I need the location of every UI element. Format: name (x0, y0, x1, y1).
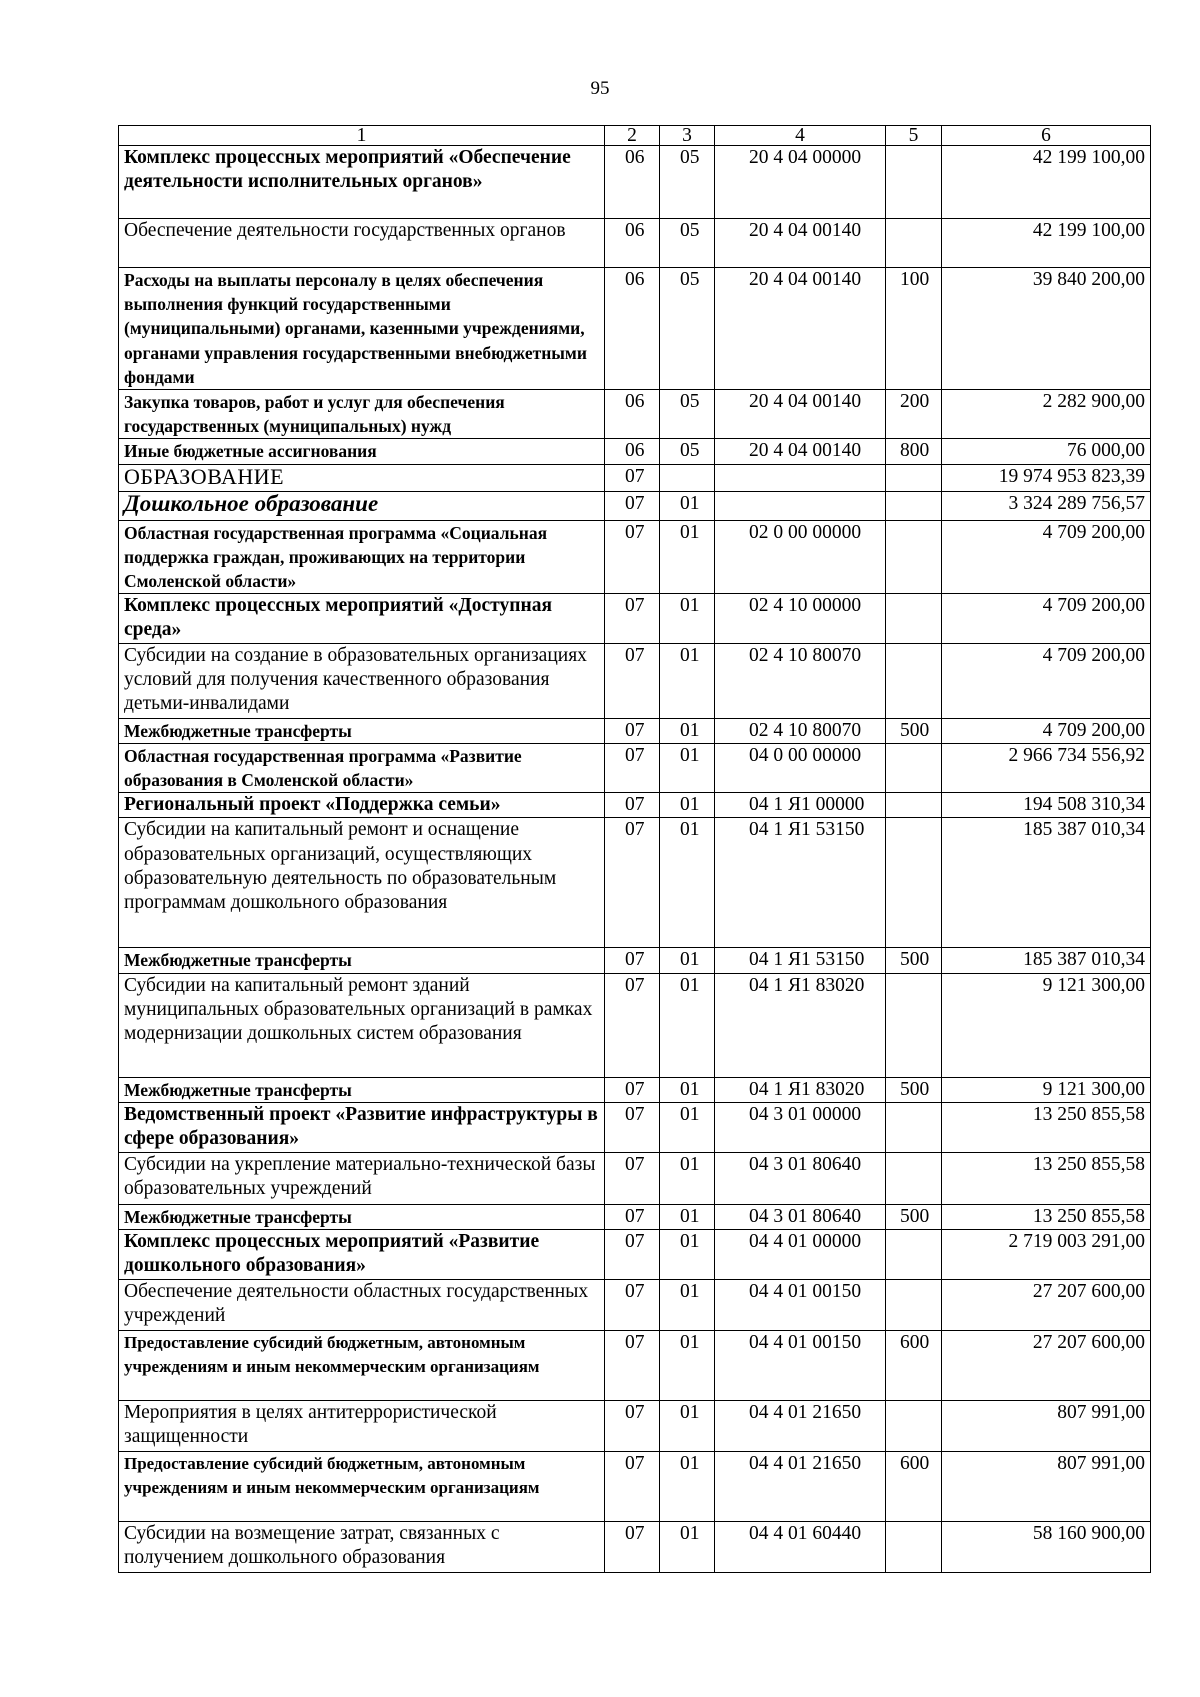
expense-type-cell (886, 464, 942, 491)
row-name-cell: Иные бюджетные ассигнования (119, 439, 605, 464)
amount-cell: 13 250 855,58 (942, 1102, 1151, 1152)
target-article-cell: 04 4 01 21650 (715, 1401, 886, 1452)
amount-cell: 19 974 953 823,39 (942, 464, 1151, 491)
subsection-code-cell: 01 (660, 718, 715, 743)
target-article-cell: 20 4 04 00140 (715, 390, 886, 439)
expense-type-cell: 500 (886, 1077, 942, 1102)
amount-cell: 42 199 100,00 (942, 146, 1151, 219)
row-name-cell: Ведомственный проект «Развитие инфраструктуры в сфере образования» (119, 1102, 605, 1152)
amount-cell: 4 709 200,00 (942, 643, 1151, 718)
subsection-code-cell (660, 464, 715, 491)
row-name-cell: Субсидии на капитальный ремонт зданий муниципальных образовательных организаций в рамках модернизации дошкольных систем образования (119, 973, 605, 1077)
target-article-cell: 04 1 Я1 00000 (715, 793, 886, 818)
target-article-cell: 04 4 01 60440 (715, 1522, 886, 1573)
table-row (119, 1280, 1151, 1331)
expense-type-cell: 100 (886, 268, 942, 390)
row-name-cell: Расходы на выплаты персоналу в целях обеспечения выполнения функций государственными (муниципальными) органами, казенными учреждениями, органами управления государственными внебюджетными фондами (119, 268, 605, 390)
amount-cell: 807 991,00 (942, 1452, 1151, 1522)
target-article-cell: 04 4 01 00000 (715, 1230, 886, 1280)
subsection-code-cell: 01 (660, 1102, 715, 1152)
expense-type-cell: 600 (886, 1452, 942, 1522)
subsection-code-cell: 01 (660, 1452, 715, 1522)
section-code-cell: 06 (605, 439, 660, 464)
amount-cell: 13 250 855,58 (942, 1152, 1151, 1204)
expense-type-cell: 600 (886, 1331, 942, 1401)
section-code-cell: 07 (605, 1204, 660, 1229)
table-row (119, 743, 1151, 792)
amount-cell: 194 508 310,34 (942, 793, 1151, 818)
table-row (119, 1452, 1151, 1522)
subsection-code-cell: 01 (660, 1077, 715, 1102)
section-code-cell: 07 (605, 464, 660, 491)
section-code-cell: 07 (605, 1401, 660, 1452)
expense-type-cell (886, 1522, 942, 1573)
target-article-cell (715, 491, 886, 520)
target-article-cell: 20 4 04 00140 (715, 268, 886, 390)
target-article-cell: 04 0 00 00000 (715, 743, 886, 792)
header-cell: 3 (660, 126, 715, 146)
amount-cell: 4 709 200,00 (942, 594, 1151, 643)
section-code-cell: 07 (605, 594, 660, 643)
amount-cell: 2 719 003 291,00 (942, 1230, 1151, 1280)
amount-cell: 185 387 010,34 (942, 948, 1151, 973)
subsection-code-cell: 01 (660, 1522, 715, 1573)
target-article-cell: 02 4 10 80070 (715, 718, 886, 743)
section-code-cell: 07 (605, 718, 660, 743)
expense-type-cell (886, 1152, 942, 1204)
table-row (119, 1102, 1151, 1152)
table-row (119, 818, 1151, 948)
table-row (119, 643, 1151, 718)
subsection-code-cell: 01 (660, 491, 715, 520)
row-name-cell: Субсидии на возмещение затрат, связанных с получением дошкольного образования (119, 1522, 605, 1573)
subsection-code-cell: 01 (660, 818, 715, 948)
amount-cell: 9 121 300,00 (942, 1077, 1151, 1102)
target-article-cell: 04 4 01 00150 (715, 1331, 886, 1401)
header-cell: 1 (119, 126, 605, 146)
amount-cell: 4 709 200,00 (942, 718, 1151, 743)
target-article-cell: 02 0 00 00000 (715, 520, 886, 594)
section-code-cell: 07 (605, 1077, 660, 1102)
table-row (119, 718, 1151, 743)
row-name-cell: Субсидии на капитальный ремонт и оснащение образовательных организаций, осуществляющих образовательную деятельность по образовательным программам дошкольного образования (119, 818, 605, 948)
section-code-cell: 07 (605, 818, 660, 948)
row-name-cell: Мероприятия в целях антитеррористической защищенности (119, 1401, 605, 1452)
subsection-code-cell: 01 (660, 1280, 715, 1331)
target-article-cell: 20 4 04 00140 (715, 219, 886, 268)
subsection-code-cell: 05 (660, 439, 715, 464)
row-name-cell: Обеспечение деятельности государственных органов (119, 219, 605, 268)
section-code-cell: 06 (605, 146, 660, 219)
row-name-cell: Субсидии на создание в образовательных организациях условий для получения качественного образования детьми-инвалидами (119, 643, 605, 718)
section-code-cell: 07 (605, 743, 660, 792)
header-row (119, 126, 1151, 146)
table-row (119, 1230, 1151, 1280)
section-code-cell: 07 (605, 1331, 660, 1401)
section-code-cell: 06 (605, 219, 660, 268)
subsection-code-cell: 01 (660, 1204, 715, 1229)
expense-type-cell (886, 219, 942, 268)
row-name-cell: Закупка товаров, работ и услуг для обеспечения государственных (муниципальных) нужд (119, 390, 605, 439)
expense-type-cell (886, 146, 942, 219)
expense-type-cell: 500 (886, 948, 942, 973)
expense-type-cell: 500 (886, 718, 942, 743)
target-article-cell: 04 4 01 21650 (715, 1452, 886, 1522)
row-name-cell: Межбюджетные трансферты (119, 948, 605, 973)
amount-cell: 807 991,00 (942, 1401, 1151, 1452)
amount-cell: 58 160 900,00 (942, 1522, 1151, 1573)
table-row (119, 948, 1151, 973)
row-name-cell: Комплекс процессных мероприятий «Обеспечение деятельности исполнительных органов» (119, 146, 605, 219)
expense-type-cell: 200 (886, 390, 942, 439)
section-code-cell: 07 (605, 1522, 660, 1573)
subsection-code-cell: 01 (660, 1331, 715, 1401)
expense-type-cell (886, 743, 942, 792)
target-article-cell: 04 1 Я1 83020 (715, 1077, 886, 1102)
target-article-cell: 04 1 Я1 53150 (715, 818, 886, 948)
target-article-cell: 02 4 10 80070 (715, 643, 886, 718)
subsection-code-cell: 05 (660, 146, 715, 219)
row-name-cell: Региональный проект «Поддержка семьи» (119, 793, 605, 818)
section-code-cell: 07 (605, 1452, 660, 1522)
header-cell: 2 (605, 126, 660, 146)
row-name-cell: Областная государственная программа «Развитие образования в Смоленской области» (119, 743, 605, 792)
amount-cell: 9 121 300,00 (942, 973, 1151, 1077)
amount-cell: 27 207 600,00 (942, 1331, 1151, 1401)
target-article-cell: 02 4 10 00000 (715, 594, 886, 643)
section-code-cell: 06 (605, 390, 660, 439)
row-name-cell: Межбюджетные трансферты (119, 1077, 605, 1102)
table-row (119, 146, 1151, 219)
amount-cell: 3 324 289 756,57 (942, 491, 1151, 520)
subsection-code-cell: 01 (660, 1230, 715, 1280)
section-code-cell: 07 (605, 520, 660, 594)
table-row (119, 268, 1151, 390)
row-name-cell: Межбюджетные трансферты (119, 718, 605, 743)
subsection-code-cell: 01 (660, 1152, 715, 1204)
amount-cell: 2 966 734 556,92 (942, 743, 1151, 792)
header-cell: 5 (886, 126, 942, 146)
table-row (119, 1331, 1151, 1401)
row-name-cell: Областная государственная программа «Социальная поддержка граждан, проживающих на территории Смоленской области» (119, 520, 605, 594)
header-cell: 6 (942, 126, 1151, 146)
expense-type-cell: 500 (886, 1204, 942, 1229)
section-code-cell: 06 (605, 268, 660, 390)
subsection-code-cell: 01 (660, 743, 715, 792)
amount-cell: 13 250 855,58 (942, 1204, 1151, 1229)
row-name-cell: Комплекс процессных мероприятий «Развитие дошкольного образования» (119, 1230, 605, 1280)
table-row (119, 1077, 1151, 1102)
subsection-code-cell: 01 (660, 520, 715, 594)
table-row (119, 491, 1151, 520)
row-name-cell: Субсидии на укрепление материально-технической базы образовательных учреждений (119, 1152, 605, 1204)
section-code-cell: 07 (605, 643, 660, 718)
table-row (119, 219, 1151, 268)
table-row (119, 793, 1151, 818)
row-name-cell: ОБРАЗОВАНИЕ (119, 464, 605, 491)
target-article-cell: 04 4 01 00150 (715, 1280, 886, 1331)
expense-type-cell (886, 1280, 942, 1331)
expense-type-cell (886, 793, 942, 818)
table-row (119, 1522, 1151, 1573)
subsection-code-cell: 01 (660, 1401, 715, 1452)
table-row (119, 1204, 1151, 1229)
amount-cell: 185 387 010,34 (942, 818, 1151, 948)
subsection-code-cell: 01 (660, 793, 715, 818)
table-row (119, 1401, 1151, 1452)
expense-type-cell (886, 1401, 942, 1452)
section-code-cell: 07 (605, 491, 660, 520)
expense-type-cell: 800 (886, 439, 942, 464)
section-code-cell: 07 (605, 1102, 660, 1152)
section-code-cell: 07 (605, 793, 660, 818)
table-row (119, 973, 1151, 1077)
row-name-cell: Комплекс процессных мероприятий «Доступная среда» (119, 594, 605, 643)
row-name-cell: Предоставление субсидий бюджетным, автономным учреждениям и иным некоммерческим организациям (119, 1331, 605, 1401)
row-name-cell: Дошкольное образование (119, 491, 605, 520)
target-article-cell: 20 4 04 00140 (715, 439, 886, 464)
expense-type-cell (886, 491, 942, 520)
target-article-cell: 20 4 04 00000 (715, 146, 886, 219)
expense-type-cell (886, 643, 942, 718)
section-code-cell: 07 (605, 973, 660, 1077)
expense-type-cell (886, 594, 942, 643)
expense-type-cell (886, 973, 942, 1077)
row-name-cell: Обеспечение деятельности областных государственных учреждений (119, 1280, 605, 1331)
table-row (119, 520, 1151, 594)
subsection-code-cell: 01 (660, 973, 715, 1077)
amount-cell: 76 000,00 (942, 439, 1151, 464)
expense-type-cell (886, 818, 942, 948)
subsection-code-cell: 01 (660, 594, 715, 643)
target-article-cell: 04 3 01 80640 (715, 1152, 886, 1204)
table-row (119, 390, 1151, 439)
target-article-cell: 04 1 Я1 53150 (715, 948, 886, 973)
table-row (119, 1152, 1151, 1204)
row-name-cell: Предоставление субсидий бюджетным, автономным учреждениям и иным некоммерческим организациям (119, 1452, 605, 1522)
subsection-code-cell: 05 (660, 268, 715, 390)
amount-cell: 27 207 600,00 (942, 1280, 1151, 1331)
subsection-code-cell: 05 (660, 390, 715, 439)
section-code-cell: 07 (605, 1230, 660, 1280)
expense-type-cell (886, 1230, 942, 1280)
table-row (119, 439, 1151, 464)
subsection-code-cell: 01 (660, 643, 715, 718)
target-article-cell: 04 3 01 00000 (715, 1102, 886, 1152)
amount-cell: 39 840 200,00 (942, 268, 1151, 390)
section-code-cell: 07 (605, 1280, 660, 1331)
amount-cell: 4 709 200,00 (942, 520, 1151, 594)
target-article-cell: 04 1 Я1 83020 (715, 973, 886, 1077)
page-number: 95 (590, 78, 610, 99)
subsection-code-cell: 01 (660, 948, 715, 973)
section-code-cell: 07 (605, 948, 660, 973)
table-row (119, 594, 1151, 643)
amount-cell: 2 282 900,00 (942, 390, 1151, 439)
header-cell: 4 (715, 126, 886, 146)
expense-type-cell (886, 520, 942, 594)
target-article-cell: 04 3 01 80640 (715, 1204, 886, 1229)
row-name-cell: Межбюджетные трансферты (119, 1204, 605, 1229)
subsection-code-cell: 05 (660, 219, 715, 268)
table-row (119, 464, 1151, 491)
section-code-cell: 07 (605, 1152, 660, 1204)
budget-table (118, 125, 1151, 1573)
expense-type-cell (886, 1102, 942, 1152)
target-article-cell (715, 464, 886, 491)
amount-cell: 42 199 100,00 (942, 219, 1151, 268)
